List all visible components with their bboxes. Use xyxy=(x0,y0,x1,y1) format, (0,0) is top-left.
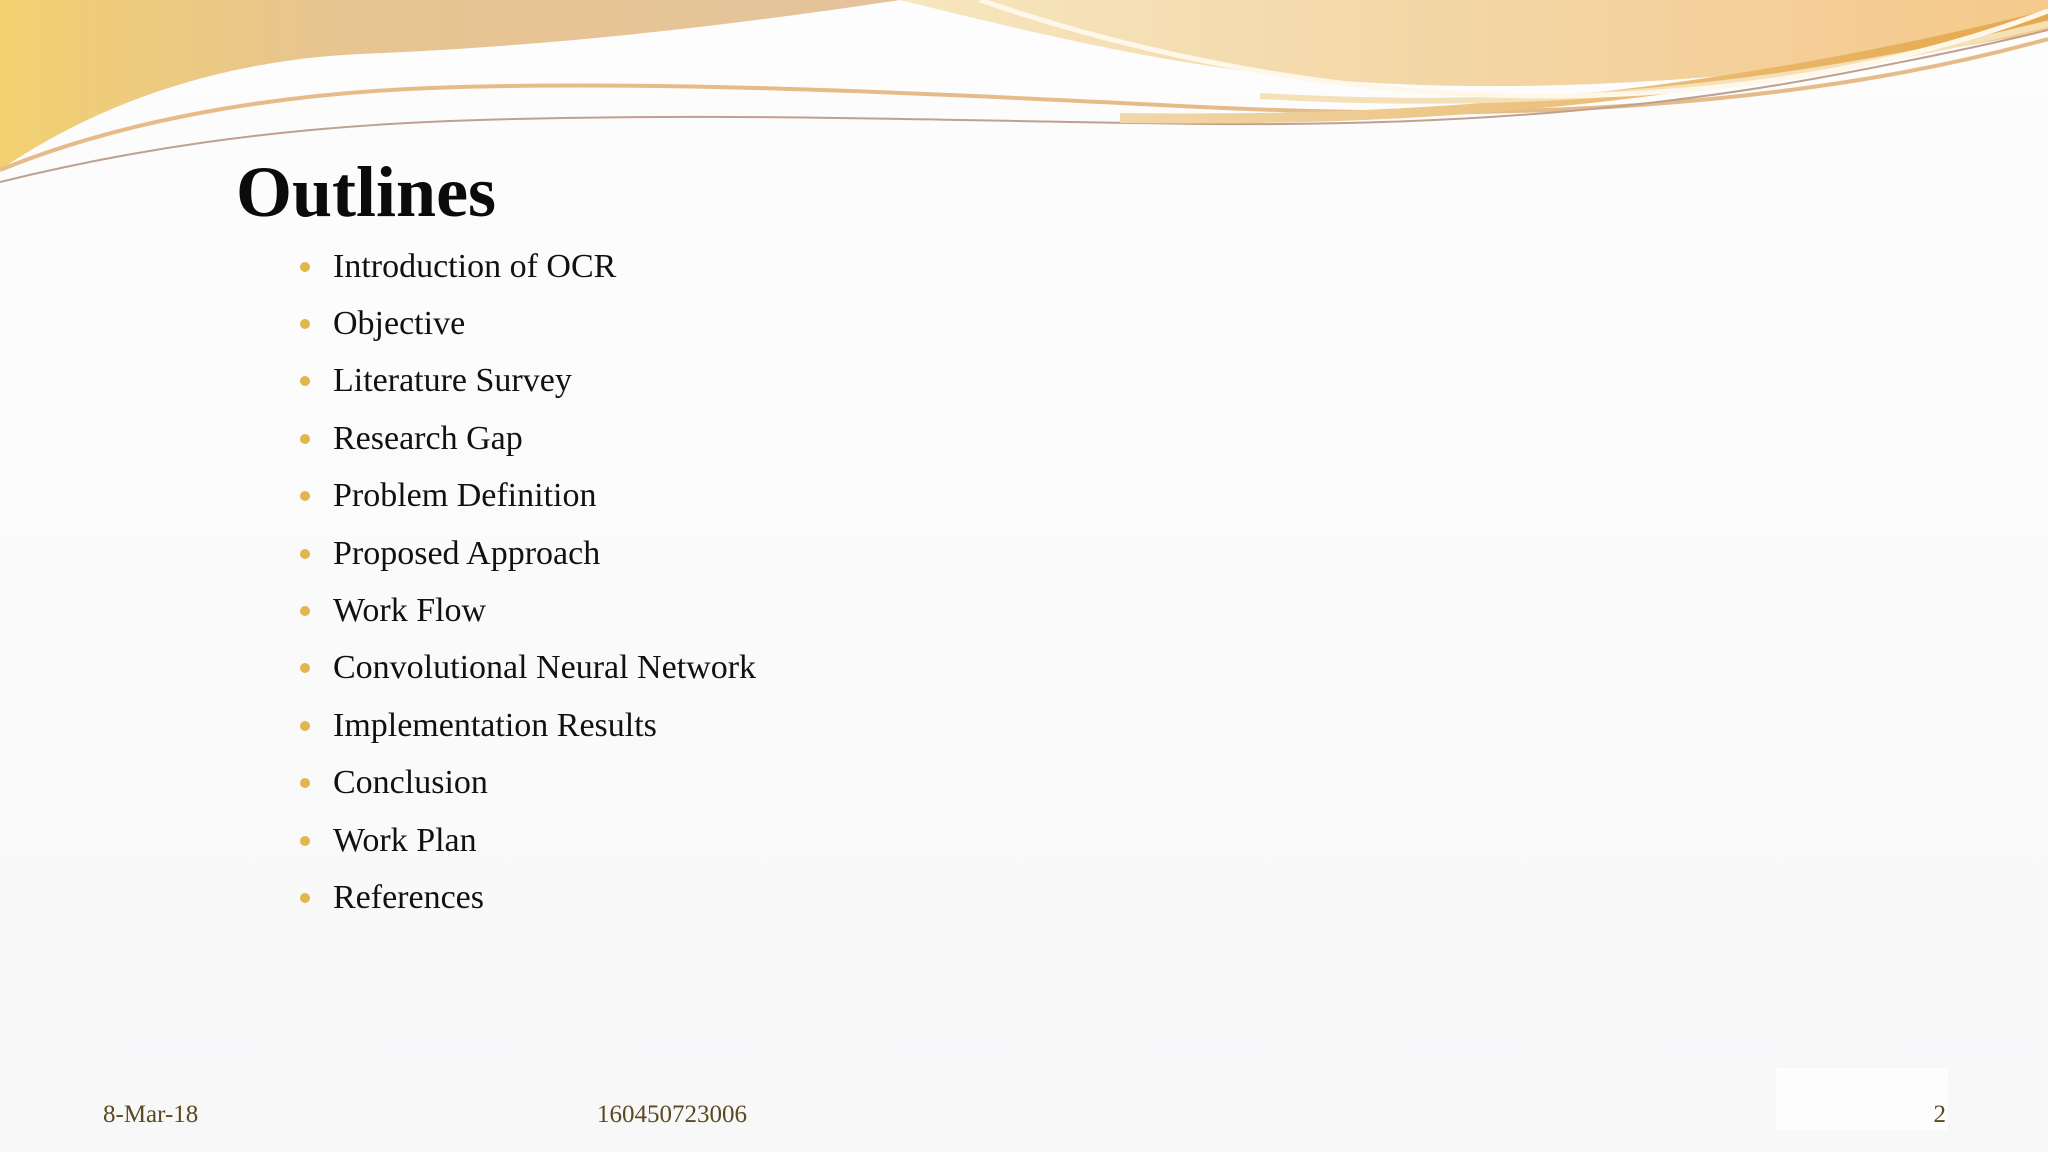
list-item xyxy=(300,640,756,697)
list-item xyxy=(300,410,756,467)
list-item xyxy=(300,353,756,410)
outline-item-label: Research Gap xyxy=(333,419,523,457)
footer-date: 8-Mar-18 xyxy=(103,1101,199,1128)
outline-item-label: Implementation Results xyxy=(333,706,657,744)
outline-item-label: Work Plan xyxy=(333,821,477,859)
list-item xyxy=(300,238,756,295)
outline-item-label: Problem Definition xyxy=(333,477,597,515)
outline-item-label: Conclusion xyxy=(333,764,488,802)
page-number-area xyxy=(1776,1068,1948,1130)
bullet-dot-icon xyxy=(300,721,310,731)
outline-item-label: Introduction of OCR xyxy=(333,247,617,285)
page-number: 2 xyxy=(1933,1101,1946,1128)
outline-item-label: References xyxy=(333,878,485,916)
bullet-dot-icon xyxy=(300,491,310,501)
bullet-dot-icon xyxy=(300,663,310,673)
outline-list xyxy=(300,238,756,927)
bullet-dot-icon xyxy=(300,319,310,329)
bullet-dot-icon xyxy=(300,376,310,386)
outline-item-label: Work Flow xyxy=(333,592,487,630)
list-item xyxy=(300,812,756,869)
outline-item-label: Proposed Approach xyxy=(333,534,601,572)
bullet-dot-icon xyxy=(300,434,310,444)
outline-item-label: Literature Survey xyxy=(333,362,572,400)
slide-title: Outlines xyxy=(236,152,497,232)
list-item xyxy=(300,869,756,926)
list-item xyxy=(300,697,756,754)
bullet-dot-icon xyxy=(300,778,310,788)
list-item xyxy=(300,525,756,582)
bullet-dot-icon xyxy=(300,606,310,616)
list-item xyxy=(300,755,756,812)
list-item xyxy=(300,468,756,525)
outline-item-label: Objective xyxy=(333,305,466,343)
list-item xyxy=(300,295,756,352)
bullet-dot-icon xyxy=(300,262,310,272)
bullet-dot-icon xyxy=(300,893,310,903)
footer-center-text: 160450723006 xyxy=(597,1101,747,1128)
outline-item-label: Convolutional Neural Network xyxy=(333,649,757,687)
list-item xyxy=(300,582,756,639)
bullet-dot-icon xyxy=(300,836,310,846)
bullet-dot-icon xyxy=(300,549,310,559)
